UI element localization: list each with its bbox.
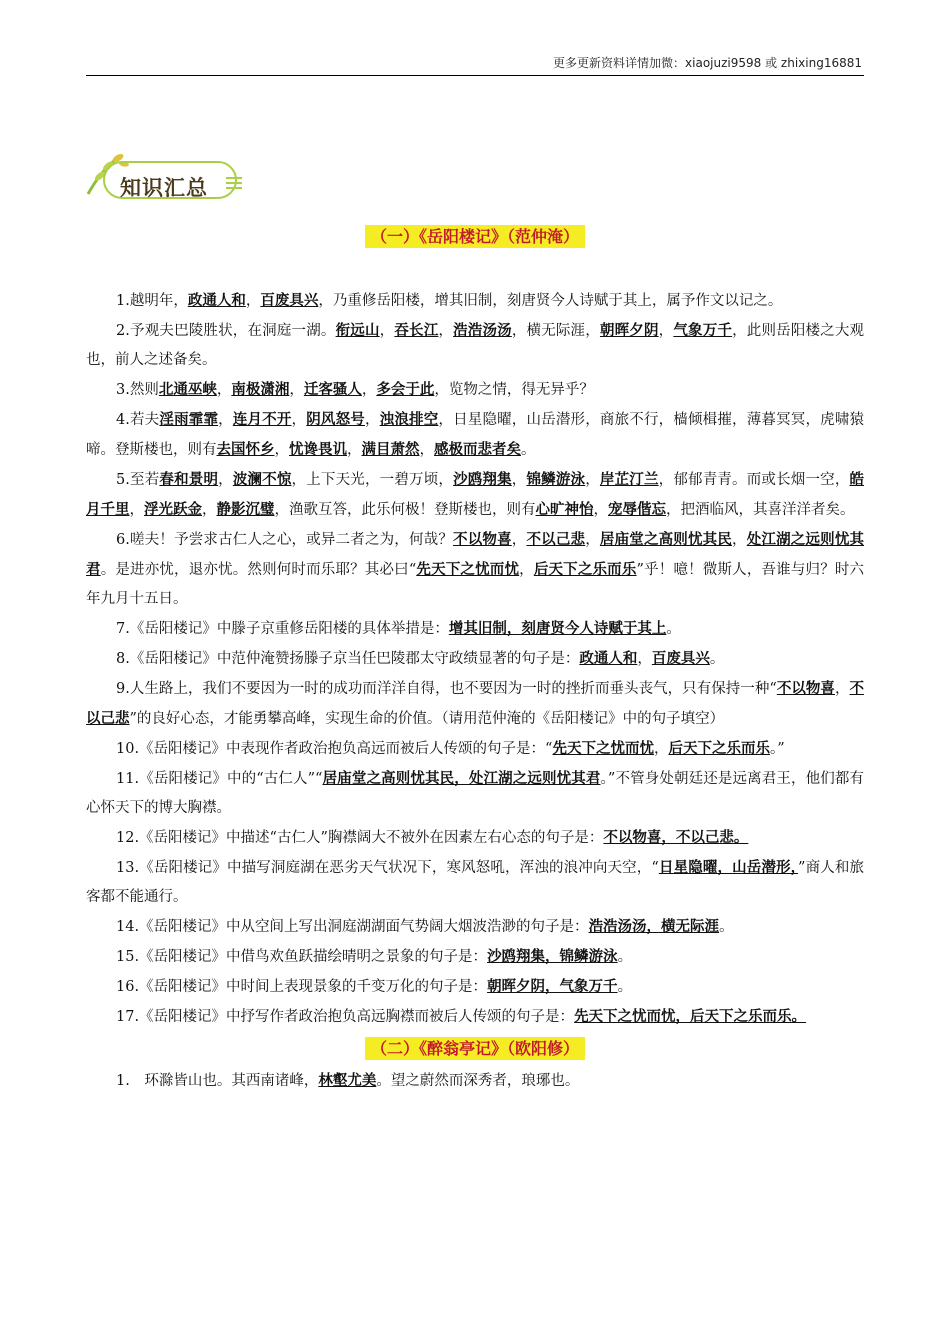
paragraph-text: 15.《岳阳楼记》中借鸟欢鱼跃描绘晴明之景象的句子是： [116, 949, 488, 965]
paragraph-text: 1.越明年， [116, 293, 188, 309]
paragraph-text: ， [438, 323, 454, 339]
paragraph-text: 。 [666, 621, 681, 637]
paragraph-text: ， [218, 412, 233, 428]
paragraph-text: ， [202, 502, 217, 518]
paragraph-text: ”的良好心态，才能勇攀高峰，实现生命的价值。（请用范仲淹的《岳阳楼记》中的句子填空） [129, 711, 725, 727]
paragraph-text: ， [511, 532, 527, 548]
answer-text: 居庙堂之高则忧其民，处江湖之远则忧其君 [322, 770, 601, 787]
paragraph-text: 17.《岳阳楼记》中抒写作者政治抱负高远胸襟而被后人传颂的句子是： [116, 1009, 575, 1025]
paragraph-text: ， [218, 472, 233, 488]
answer-text: 锦鳞游泳 [526, 471, 586, 488]
knowledge-summary-title: 知识汇总 [120, 176, 208, 200]
answer-text: 日星隐曜，山岳潜形， [658, 859, 799, 876]
answer-text: 春和景明 [159, 471, 219, 488]
answer-text: 气象万千 [673, 322, 733, 339]
answer-text: 政通人和 [579, 650, 638, 667]
paragraph-text: 。 [719, 919, 734, 935]
paragraph-text: 。 [709, 651, 725, 667]
paragraph-text: 8.《岳阳楼记》中范仲淹赞扬滕子京当任巴陵郡太守政绩显著的句子是： [116, 651, 580, 667]
paragraph-text: ”商人和旅客都不能通行。 [86, 860, 864, 905]
answer-text: 迁客骚人 [303, 381, 362, 398]
paragraph [86, 972, 864, 1002]
paragraph-text: 6.嗟夫！予尝求古仁人之心，或异二者之为，何哉？ [116, 532, 454, 548]
paragraph-text: 。是进亦忧，退亦忧。然则何时而乐耶？其必曰“ [100, 562, 417, 578]
paragraph-text: 。” [769, 741, 785, 757]
paragraph [86, 465, 864, 525]
answer-text: 不以物喜 [453, 531, 512, 548]
paragraph-text: ， [274, 442, 289, 458]
paragraph-text: ， [289, 382, 304, 398]
answer-text: 满目萧然 [361, 441, 420, 458]
paragraph [86, 942, 864, 972]
paragraph-text: ， [216, 382, 232, 398]
paragraph-text: ， [834, 681, 850, 697]
paragraph-text: ， [593, 502, 608, 518]
section-2-title-text: （二）《醉翁亭记》（欧阳修） [365, 1037, 585, 1060]
paragraph-text: ， [585, 472, 600, 488]
answer-text: 皓月千里 [86, 471, 865, 518]
answer-text: 不以物喜，不以己悲。 [603, 829, 749, 846]
answer-text: 沙鸥翔集 [453, 471, 512, 488]
answer-text: 浩浩汤汤，横无际涯 [588, 918, 720, 935]
paragraph [86, 316, 864, 375]
answer-text: 南极潇湘 [231, 381, 290, 398]
paragraph [86, 674, 864, 734]
answer-text: 连月不开 [232, 411, 292, 428]
answer-text: 衔远山 [335, 322, 380, 339]
paragraph-text: ，渔歌互答，此乐何极！登斯楼也，则有 [274, 502, 536, 518]
paragraph [86, 853, 864, 912]
answer-text: 忧谗畏讥 [289, 441, 347, 458]
paragraph-text: ， [361, 382, 377, 398]
paragraph [86, 734, 864, 764]
answer-text: 岸芷汀兰 [599, 471, 659, 488]
paragraph-text: 11.《岳阳楼记》中的“古仁人”“ [116, 771, 323, 787]
paragraph-text: ， [511, 472, 527, 488]
paragraph-text: ， [379, 323, 395, 339]
paragraph-text: 4.若夫 [116, 412, 160, 428]
section-1-title-text: （一）《岳阳楼记》（范仲淹） [365, 225, 585, 248]
paragraph-text: 5.至若 [116, 472, 160, 488]
paragraph [86, 1066, 864, 1096]
paragraph-text: 7.《岳阳楼记》中滕子京重修岳阳楼的具体举措是： [116, 621, 449, 637]
answer-text: 浮光跃金 [144, 501, 202, 518]
paragraph [86, 614, 864, 644]
answer-text: 百废具兴 [260, 292, 319, 309]
paragraph-text: ， [291, 412, 307, 428]
paragraph-text: ， [419, 442, 434, 458]
paragraph-text: ，把酒临风，其喜洋洋者矣。 [666, 502, 855, 518]
answer-text: 宠辱偕忘 [608, 501, 666, 518]
answer-text: 增其旧制，刻唐贤今人诗赋于其上 [448, 620, 667, 637]
answer-text: 淫雨霏霏 [159, 411, 219, 428]
answer-text: 波澜不惊 [232, 471, 292, 488]
answer-text: 先天下之忧而忧 [416, 561, 520, 578]
paragraph [86, 912, 864, 942]
paragraph-text: ， [129, 502, 144, 518]
paragraph [86, 823, 864, 853]
paragraph-text: ，览物之情，得无异乎？ [434, 382, 594, 398]
paragraph-text: 。望之蔚然而深秀者，琅琊也。 [376, 1073, 580, 1089]
paragraph-text: 。 [521, 442, 536, 458]
answer-text: 居庙堂之高则忧其民 [599, 531, 733, 548]
paragraph-text: ， [347, 442, 362, 458]
paragraph-text: 。”不管身处朝廷还是远离君王，他们都有心怀天下的博大胸襟。 [86, 771, 864, 816]
answer-text: 北通巫峡 [158, 381, 217, 398]
paragraph-text: ， [732, 532, 747, 548]
paragraph [86, 1002, 864, 1032]
paragraph-text: 14.《岳阳楼记》中从空间上写出洞庭湖湖面气势阔大烟波浩渺的句子是： [116, 919, 589, 935]
section-1-title [0, 224, 950, 247]
answer-text: 去国怀乡 [216, 441, 275, 458]
paragraph-text: ”乎！噫！微斯人，吾谁与归？时六年九月十五日。 [86, 562, 865, 607]
answer-text: 吞长江 [394, 322, 439, 339]
answer-text: 林壑尤美 [318, 1072, 377, 1089]
paragraph-text: 。 [617, 979, 633, 995]
answer-text: 处江湖之远则忧其君 [86, 531, 865, 578]
paragraph-text: 12.《岳阳楼记》中描述“古仁人”胸襟阔大不被外在因素左右心态的句子是： [116, 830, 604, 846]
paragraph [86, 644, 864, 674]
paragraph-text: ， [245, 293, 261, 309]
paragraph-text: ，乃重修岳阳楼，增其旧制，刻唐贤今人诗赋于其上，属予作文以记之。 [318, 293, 783, 309]
paragraph-text: ，日星隐曜，山岳潜形，商旅不行，樯倾楫摧，薄暮冥冥，虎啸猿啼。登斯楼也，则有 [86, 412, 865, 458]
paragraph-text: 2.予观夫巴陵胜状，在洞庭一湖。 [116, 323, 336, 339]
paragraph-text: ，上下天光，一碧万顷， [291, 472, 454, 488]
answer-text: 浩浩汤汤 [453, 322, 512, 339]
answer-text: 不以己悲 [86, 680, 865, 727]
paragraph-text: ， [658, 323, 674, 339]
answer-text: 朝晖夕阴 [599, 322, 659, 339]
paragraph-text: 10.《岳阳楼记》中表现作者政治抱负高远而被后人传颂的句子是：“ [116, 741, 553, 757]
paragraph-text: 1. 环滁皆山也。其西南诸峰， [116, 1073, 319, 1089]
section-2-title [0, 1036, 950, 1059]
answer-text: 多会于此 [376, 381, 435, 398]
paragraph-text: ， [653, 741, 669, 757]
paragraph-text: ， [585, 532, 600, 548]
paragraph-text: ，横无际涯， [511, 323, 600, 339]
paragraph-text: 13.《岳阳楼记》中描写洞庭湖在恶劣天气状况下，寒风怒吼，浑浊的浪冲向天空，“ [116, 860, 659, 876]
header-contact: 更多更新资料详情加微：xiaojuzi9598 或 zhixing16881 [553, 56, 862, 70]
answer-text: 阴风怒号 [306, 411, 365, 428]
paragraph [86, 375, 864, 405]
section-1-body [86, 286, 864, 1032]
answer-text: 后天下之乐而乐 [533, 561, 637, 578]
paragraph-text: 9.人生路上，我们不要因为一时的成功而洋洋自得，也不要因为一时的挫折而垂头丧气，只有保持一种“ [116, 681, 777, 697]
answer-text: 政通人和 [187, 292, 246, 309]
answer-text: 浊浪排空 [379, 411, 439, 428]
answer-text: 后天下之乐而乐 [668, 740, 770, 757]
answer-text: 感极而悲者矣 [434, 441, 521, 458]
answer-text: 不以己悲 [526, 531, 586, 548]
paragraph [86, 764, 864, 823]
paragraph-text: ， [364, 412, 380, 428]
paragraph [86, 525, 864, 614]
answer-text: 沙鸥翔集，锦鳞游泳 [487, 948, 618, 965]
paragraph-text: ， [519, 562, 534, 578]
answer-text: 先天下之忧而忧 [552, 740, 654, 757]
paragraph-text: 。 [617, 949, 633, 965]
paragraph-text: ， [637, 651, 652, 667]
answer-text: 百废具兴 [651, 650, 710, 667]
section-2-body [86, 1066, 864, 1096]
answer-text: 朝晖夕阴，气象万千 [487, 978, 618, 995]
answer-text: 静影沉璧 [216, 501, 275, 518]
paragraph [86, 286, 864, 316]
paragraph-text: ，郁郁青青。而或长烟一空， [658, 472, 850, 488]
paragraph-text: 3.然则 [116, 382, 159, 398]
answer-text: 心旷神怡 [535, 501, 594, 518]
answer-text: 先天下之忧而忧，后天下之乐而乐。 [574, 1008, 807, 1025]
paragraph [86, 405, 864, 465]
answer-text: 不以物喜 [776, 680, 835, 697]
paragraph-text: ，此则岳阳楼之大观也，前人之述备矣。 [86, 323, 865, 368]
header-divider [86, 75, 864, 76]
paragraph-text: 16.《岳阳楼记》中时间上表现景象的千变万化的句子是： [116, 979, 488, 995]
